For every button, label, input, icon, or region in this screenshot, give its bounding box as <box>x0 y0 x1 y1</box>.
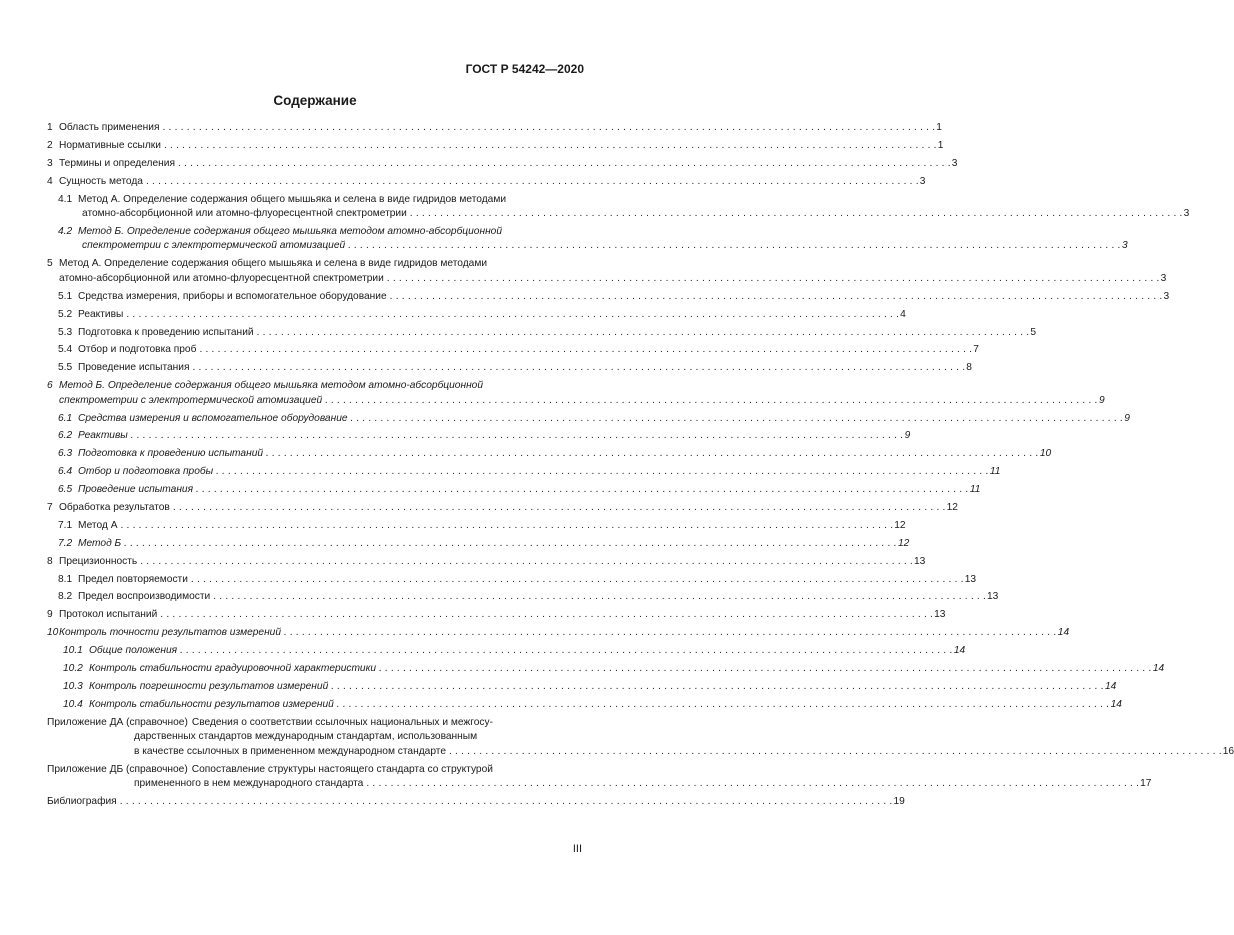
toc-entry-page: 1 <box>937 139 944 151</box>
dot-leader <box>177 644 953 659</box>
dot-leader <box>281 626 1057 641</box>
appendix-title: Сведения о соответствии ссылочных национальных и межгосу- <box>191 716 493 728</box>
toc-entry-page: 7 <box>973 344 979 356</box>
toc-entry[interactable] <box>47 555 926 570</box>
toc-entry-page: 12 <box>946 502 958 514</box>
dot-leader <box>118 519 894 534</box>
toc-entry-page: 11 <box>989 466 1001 478</box>
dot-leader <box>121 537 897 552</box>
toc-entry-number: 7.2 <box>58 537 73 549</box>
toc-entry[interactable] <box>47 361 972 376</box>
standard-code: ГОСТ Р 54242—2020 <box>465 62 584 76</box>
toc-entry-number: 10.4 <box>63 698 83 710</box>
toc-entry-page: 3 <box>951 157 958 169</box>
toc-entry-page: 12 <box>894 519 906 531</box>
dot-leader <box>345 239 1121 254</box>
toc-entry-number: 5 <box>47 258 53 270</box>
toc-entry[interactable] <box>47 225 1128 254</box>
toc-entry-number: 1 <box>47 122 53 133</box>
toc-entry[interactable] <box>47 326 1037 341</box>
toc-entry-title: Метод Б. Определение содержания общего мышьяка методом атомно-абсорбционной <box>59 380 484 392</box>
dot-leader <box>213 465 989 480</box>
dot-leader <box>387 290 1163 305</box>
toc-entry[interactable] <box>47 662 1165 677</box>
toc-entry-number: 8.2 <box>58 591 73 603</box>
toc-entry-title: Протокол испытаний <box>59 609 158 621</box>
toc-entry-number: 6.4 <box>58 466 73 478</box>
toc-entry-number: 10.3 <box>63 680 83 692</box>
toc-entry-title: Область применения <box>59 122 160 133</box>
toc-entry-title: атомно-абсорбционной или атомно-флуоресцентной спектрометрии <box>82 208 407 220</box>
toc-entry[interactable] <box>47 193 1190 222</box>
toc-entry-page: 14 <box>953 645 966 657</box>
toc-entry-title: Подготовка к проведению испытаний <box>78 448 264 460</box>
toc-entry-page: 14 <box>1110 698 1122 710</box>
toc-entry-number: 5.2 <box>58 308 73 320</box>
toc-entry-page: 9 <box>1098 394 1105 406</box>
appendix-title: примененного в нем международного стандарта <box>134 778 364 790</box>
toc-entry-title: Контроль точности результатов измерений <box>59 627 282 639</box>
toc-entry[interactable] <box>47 139 944 154</box>
toc-entry-page: 14 <box>1152 663 1165 675</box>
toc-entry[interactable] <box>47 121 942 136</box>
appendix-entry[interactable] <box>47 763 1152 792</box>
toc-entry[interactable] <box>47 519 906 534</box>
page-title: Содержание <box>273 93 357 108</box>
toc-entry-title: Общие положения <box>89 645 178 657</box>
toc-entry[interactable] <box>47 501 958 516</box>
dot-leader <box>143 175 919 190</box>
toc-entry[interactable] <box>47 590 999 605</box>
toc-entry-page: 13 <box>934 609 946 621</box>
toc-entry-title: Реактивы <box>78 430 128 442</box>
toc-entry[interactable] <box>47 573 977 588</box>
appendix-title: дарственных стандартов международным стандартам, использованным <box>134 731 478 743</box>
toc-entry-number: 10.1 <box>63 645 83 657</box>
toc-entry-number: 8 <box>47 555 53 567</box>
dot-leader <box>407 207 1183 222</box>
dot-leader <box>263 447 1039 462</box>
bibliography-page: 19 <box>893 796 905 807</box>
toc-entry-page: 1 <box>936 122 942 133</box>
toc-entry[interactable] <box>47 537 910 552</box>
appendix-title: Сопоставление структуры настоящего стандарта со структурой <box>191 763 493 775</box>
toc-entry[interactable] <box>47 308 906 323</box>
dot-leader <box>128 429 904 444</box>
toc-entry-number: 6.5 <box>58 484 73 496</box>
toc-entry-number: 4 <box>47 175 53 187</box>
toc-entry-title: Нормативные ссылки <box>59 139 161 151</box>
toc-entry-title: Контроль стабильности результатов измерений <box>89 698 334 710</box>
toc-entry-page: 10 <box>1039 448 1052 460</box>
toc-entry[interactable] <box>47 447 1052 462</box>
appendix-page: 16 <box>1222 745 1234 757</box>
toc-entry-title: Контроль стабильности градуировочной характеристики <box>89 663 377 675</box>
bibliography-label: Библиография <box>47 796 117 807</box>
toc-entry-page: 3 <box>1160 272 1167 284</box>
toc-entry-page: 13 <box>913 555 926 567</box>
toc-entry-page: 3 <box>919 175 926 187</box>
appendix-label: Приложение ДА (справочное) <box>47 716 188 728</box>
toc-entry-number: 6 <box>47 380 53 392</box>
toc-entry[interactable] <box>47 626 1070 641</box>
toc-entry-title: Средства измерения, приборы и вспомогательное оборудование <box>78 290 387 302</box>
toc-entry[interactable] <box>47 483 981 498</box>
toc-entry-title: Метод А. Определение содержания общего мышьяка и селена в виде гидридов методами <box>59 258 488 270</box>
toc-entry-title: Метод А <box>78 519 118 531</box>
toc-entry-number: 9 <box>47 609 53 621</box>
toc-entry-page: 9 <box>1124 412 1130 424</box>
toc-entry-page: 11 <box>969 484 981 496</box>
toc-entry-page: 5 <box>1030 326 1037 338</box>
dot-leader <box>188 573 964 588</box>
toc-entry-number: 10.2 <box>63 663 83 675</box>
dot-leader <box>117 795 893 810</box>
toc-entry-page: 9 <box>904 430 911 442</box>
toc-entry-title: спектрометрии с электротермической атомизацией <box>59 394 323 406</box>
toc-entry-number: 7.1 <box>58 519 73 531</box>
toc-entry-number: 4.2 <box>58 225 73 237</box>
toc-entry[interactable] <box>47 429 911 444</box>
toc-entry-title: Метод Б <box>78 537 122 549</box>
toc-entry-title: Метод Б. Определение содержания общего мышьяка методом атомно-абсорбционной <box>78 225 503 237</box>
page-number: III <box>572 843 582 855</box>
toc-entry[interactable] <box>47 680 1117 695</box>
dot-leader <box>363 777 1139 792</box>
toc-entry-title: Реактивы <box>78 308 124 320</box>
dot-leader <box>446 745 1222 760</box>
toc-entry-title: Проведение испытания <box>78 362 190 374</box>
toc-entry-title: Отбор и подготовка проб <box>78 344 197 356</box>
toc-entry-page: 4 <box>900 308 906 320</box>
dot-leader <box>175 157 951 172</box>
toc-entry-title: Предел воспроизводимости <box>78 591 211 603</box>
toc-entry-title: Предел повторяемости <box>78 573 188 585</box>
toc-entry[interactable] <box>47 412 1130 427</box>
dot-leader <box>137 555 913 570</box>
toc-entry-title: Средства измерения и вспомогательное оборудование <box>78 412 348 424</box>
appendix-title: в качестве ссылочных в примененном международном стандарте <box>134 745 446 757</box>
toc-entry-page: 14 <box>1105 680 1117 692</box>
dot-leader <box>193 483 969 498</box>
toc-entry[interactable] <box>47 157 958 172</box>
toc-entry-number: 10 <box>47 627 59 639</box>
appendix-page: 17 <box>1140 778 1152 790</box>
toc-entry-number: 5.1 <box>58 290 73 302</box>
toc-entry-number: 7 <box>47 502 53 514</box>
toc-entry-title: Термины и определения <box>59 157 175 169</box>
toc-entry[interactable] <box>47 290 1170 305</box>
toc-entry-number: 4.1 <box>58 193 73 205</box>
toc-entry[interactable] <box>47 175 926 190</box>
dot-leader <box>384 272 1160 287</box>
dot-leader <box>376 662 1152 677</box>
toc-entry[interactable] <box>47 698 1122 713</box>
toc-entry-number: 5.5 <box>58 362 73 374</box>
dot-leader <box>196 343 972 358</box>
toc-entry-title: Обработка результатов <box>59 502 170 514</box>
toc-entry-number: 6.3 <box>58 448 73 460</box>
toc-entry-page: 3 <box>1121 240 1128 252</box>
appendix-label: Приложение ДБ (справочное) <box>47 763 188 775</box>
toc-entry-page: 3 <box>1183 208 1190 220</box>
dot-leader <box>190 361 966 376</box>
toc-entry[interactable] <box>47 257 1167 286</box>
dot-leader <box>157 608 933 623</box>
dot-leader <box>123 308 899 323</box>
appendix-entry[interactable] <box>47 716 1234 760</box>
toc-entry-title: атомно-абсорбционной или атомно-флуоресцентной спектрометрии <box>59 272 384 284</box>
toc-entry-title: Подготовка к проведению испытаний <box>78 326 254 338</box>
dot-leader <box>161 139 937 154</box>
toc-entry[interactable] <box>47 465 1001 480</box>
toc-entry[interactable] <box>47 608 946 623</box>
toc-entry-page: 3 <box>1163 290 1170 302</box>
dot-leader <box>254 326 1030 341</box>
toc-entry-title: Контроль погрешности результатов измерений <box>89 680 329 692</box>
toc-entry-number: 8.1 <box>58 573 73 585</box>
dot-leader <box>328 680 1104 695</box>
toc-entry-page: 8 <box>966 362 972 374</box>
toc-entry-number: 2 <box>47 139 53 151</box>
toc-entry-number: 6.2 <box>58 430 73 442</box>
toc-entry-number: 3 <box>47 157 53 169</box>
table-of-contents <box>47 121 1234 813</box>
toc-entry-title: спектрометрии с электротермической атомизацией <box>82 240 346 252</box>
dot-leader <box>210 590 986 605</box>
toc-entry-page: 12 <box>897 537 910 549</box>
dot-leader <box>322 394 1098 409</box>
toc-entry-title: Метод А. Определение содержания общего мышьяка и селена в виде гидридов методами <box>78 193 507 205</box>
toc-entry[interactable] <box>47 379 1105 408</box>
dot-leader <box>159 121 935 136</box>
toc-entry-page: 14 <box>1057 627 1070 639</box>
toc-entry-title: Прецизионность <box>59 555 138 567</box>
toc-entry-title: Отбор и подготовка пробы <box>78 466 214 478</box>
dot-leader <box>170 501 946 516</box>
toc-entry-page: 13 <box>964 573 977 585</box>
toc-entry[interactable] <box>47 644 966 659</box>
toc-entry-number: 5.4 <box>58 344 73 356</box>
toc-entry-title: Сущность метода <box>59 175 143 187</box>
toc-entry-number: 6.1 <box>58 412 73 424</box>
dot-leader <box>334 698 1110 713</box>
toc-entry-number: 5.3 <box>58 326 73 338</box>
toc-entry[interactable] <box>47 343 979 358</box>
toc-entry-page: 13 <box>987 591 999 603</box>
toc-entry-title: Проведение испытания <box>78 484 194 496</box>
bibliography-entry[interactable] <box>47 795 905 810</box>
dot-leader <box>348 412 1124 427</box>
